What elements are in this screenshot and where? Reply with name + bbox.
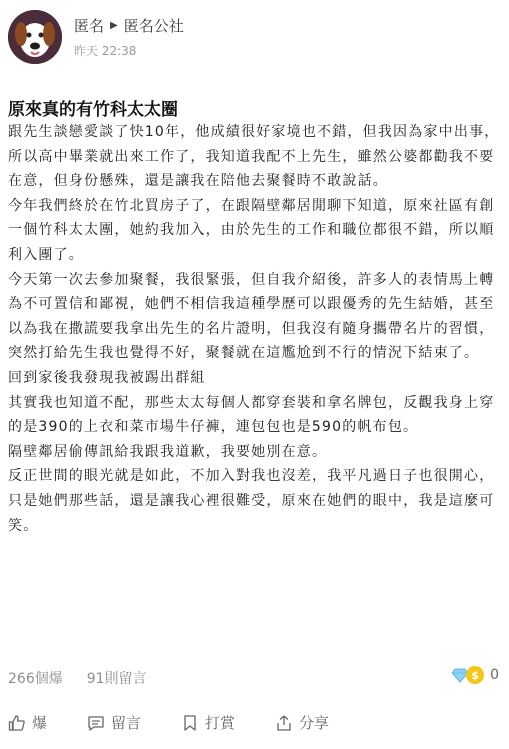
like-label: 爆 <box>32 714 48 732</box>
paragraph: 今天第一次去參加聚餐，我很緊張，但自我介紹後，許多人的表情馬上轉為不可置信和鄙視，她們不相信我這種學歷可以跟優秀的先生結婚，甚至以為我在撒謊要我拿出先生的名片證明，但我沒有隨身攜帶名片的習慣，突然打給先生我也覺得不好，聚餐就在這尷尬到不行的情況下結束了。 <box>8 271 495 362</box>
paragraph: 回到家後我發現我被踢出群組 <box>8 369 206 386</box>
action-bar <box>8 712 502 733</box>
comment-label: 留言 <box>111 714 142 732</box>
share-button[interactable] <box>275 712 329 733</box>
paragraph: 今年我們終於在竹北買房子了，在跟隔壁鄰居閒聊下知道，原來社區有創一個竹科太太團，她約我加入，由於先生的工作和職位都很不錯，所以順利入團了。 <box>8 197 495 263</box>
thumbs-up-icon <box>8 714 26 732</box>
post-stats <box>8 668 147 688</box>
bookmark-icon <box>181 714 199 732</box>
tip-button[interactable] <box>181 712 235 733</box>
post-meta <box>74 15 184 59</box>
post-time: 昨天 22:38 <box>74 44 137 58</box>
post-header <box>8 8 184 66</box>
paragraph: 其實我也知道不配，那些太太每個人都穿套裝和拿名牌包，反觀我身上穿的是390的上衣和菜市場牛仔褲，連包包也是590的帆布包。 <box>8 394 495 436</box>
coin-icon: $ <box>466 666 484 684</box>
author-avatar[interactable] <box>8 10 62 64</box>
board-name[interactable]: 匿名公社 <box>123 17 184 35</box>
comment-count[interactable]: 91則留言 <box>86 671 147 687</box>
paragraph: 跟先生談戀愛談了快10年，他成績很好家境也不錯，但我因為家中出事，所以高中畢業就出來工作了，我知道我配不上先生，雖然公婆都勸我不要在意，但身份懸殊，還是讓我在陪他去聚餐時不敢說話。 <box>8 124 500 190</box>
dog-avatar-icon <box>8 10 62 64</box>
post-title: 原來真的有竹科太太圈 <box>8 100 178 120</box>
like-count[interactable]: 266個爆 <box>8 671 63 687</box>
share-icon <box>275 714 293 732</box>
comment-icon <box>87 714 105 732</box>
author-board-line <box>74 15 184 36</box>
reward-count: 0 <box>490 667 499 683</box>
caret-right-icon: ▶ <box>110 20 118 31</box>
reward-area[interactable] <box>452 666 499 684</box>
tip-label: 打賞 <box>205 714 236 732</box>
comment-button[interactable] <box>87 712 141 733</box>
share-label: 分享 <box>299 714 330 732</box>
author-name[interactable]: 匿名 <box>74 17 105 35</box>
paragraph: 反正世間的眼光就是如此，不加入對我也沒差，我平凡過日子也很開心，只是她們那些話，還是讓我心裡很難受，原來在她們的眼中，我是這麼可笑。 <box>8 468 495 534</box>
post-content <box>8 120 502 538</box>
paragraph: 隔壁鄰居偷傳訊給我跟我道歉，我要她別在意。 <box>8 443 328 460</box>
like-button[interactable] <box>8 712 47 733</box>
